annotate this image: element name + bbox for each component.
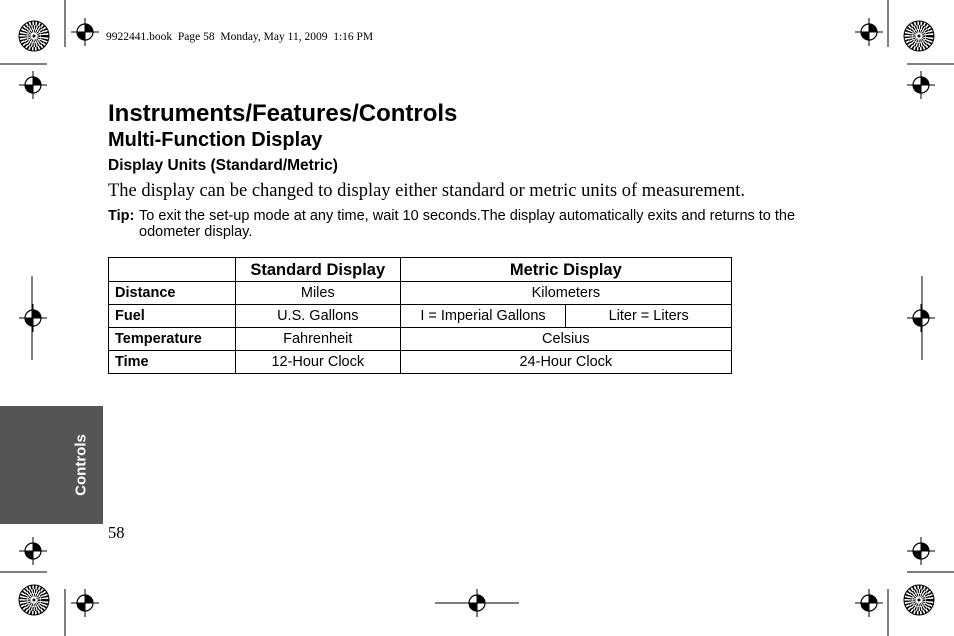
table-header-row [109, 258, 732, 282]
table-row [109, 282, 732, 305]
page-title: Instruments/Features/Controls [108, 100, 458, 127]
display-units-table [108, 257, 732, 374]
header-cell-blank [109, 258, 236, 282]
header-cell-metric: Metric Display [400, 258, 731, 282]
row-label: Fuel [109, 305, 236, 328]
cell-standard: Miles [235, 282, 400, 305]
table-row [109, 328, 732, 351]
row-label: Time [109, 351, 236, 374]
section-heading: Multi-Function Display [108, 129, 323, 151]
cell-standard: Fahrenheit [235, 328, 400, 351]
row-label: Distance [109, 282, 236, 305]
cell-metric: 24-Hour Clock [400, 351, 731, 374]
table-row [109, 305, 732, 328]
tip-label: Tip: [108, 208, 135, 224]
tip-note [108, 208, 838, 240]
row-label: Temperature [109, 328, 236, 351]
header-cell-standard: Standard Display [235, 258, 400, 282]
cell-standard: U.S. Gallons [235, 305, 400, 328]
body-paragraph: The display can be changed to display either standard or metric units of measurement. [108, 181, 746, 201]
book-page-info: 9922441.book Page 58 Monday, May 11, 2009 1:16 PM [106, 31, 374, 43]
page-number: 58 [108, 523, 125, 542]
subsection-heading: Display Units (Standard/Metric) [108, 157, 338, 174]
cell-metric: Kilometers [400, 282, 731, 305]
cell-metric-liters: Liter = Liters [566, 305, 732, 328]
cell-standard: 12-Hour Clock [235, 351, 400, 374]
table-row [109, 351, 732, 374]
cell-metric-imperial: I = Imperial Gallons [400, 305, 566, 328]
cell-metric: Celsius [400, 328, 731, 351]
side-tab-label: Controls [72, 434, 90, 496]
tip-text: To exit the set-up mode at any time, wait 10 seconds.The display automatically exits and returns to the odometer display. [139, 208, 796, 240]
